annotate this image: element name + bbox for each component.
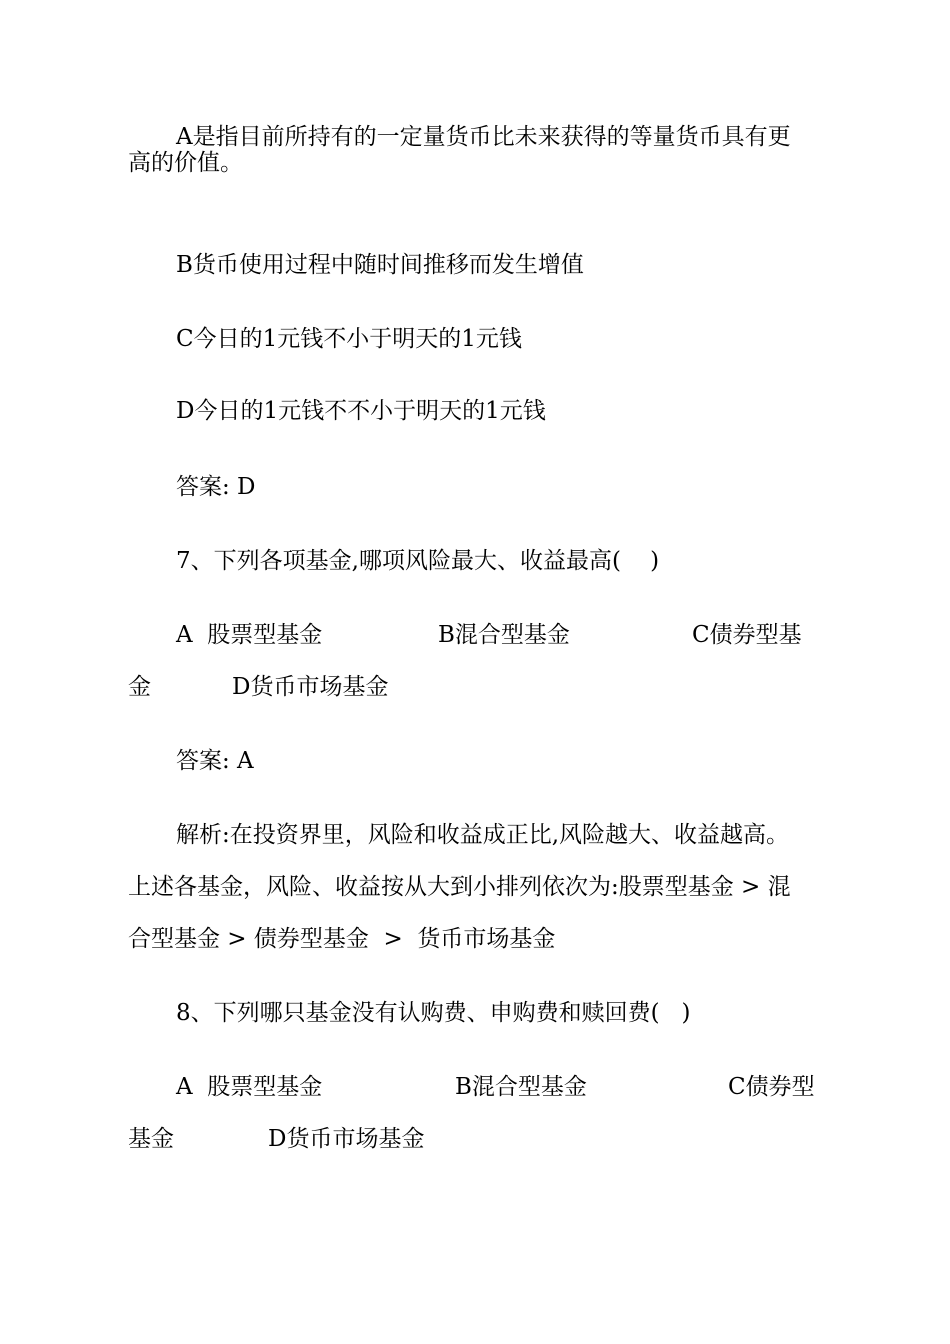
q6-option-a-line1: A是指目前所持有的一定量货币比未来获得的等量货币具有更 bbox=[176, 124, 791, 150]
q8-option-b: B混合型基金 bbox=[455, 1074, 587, 1100]
q6-answer: 答案: D bbox=[176, 474, 256, 500]
q6-option-c: C今日的1元钱不小于明天的1元钱 bbox=[176, 326, 522, 352]
q8-option-c-part2: 基金 bbox=[128, 1126, 174, 1152]
q7-answer: 答案: A bbox=[176, 748, 254, 774]
q8-option-c-part1: C债券型 bbox=[728, 1074, 815, 1100]
q7-question: 7、下列各项基金,哪项风险最大、收益最高( ) bbox=[176, 548, 660, 574]
q7-analysis-line1: 解析:在投资界里，风险和收益成正比,风险越大、收益越高。 bbox=[176, 822, 790, 848]
q8-option-d: D货币市场基金 bbox=[268, 1126, 425, 1152]
q6-option-d: D今日的1元钱不不小于明天的1元钱 bbox=[176, 398, 546, 424]
q7-option-c-part2: 金 bbox=[128, 674, 151, 700]
q7-analysis-line3: 合型基金 > 债券型基金 > 货币市场基金 bbox=[128, 926, 556, 952]
q8-option-a: A 股票型基金 bbox=[176, 1074, 323, 1100]
q8-question: 8、下列哪只基金没有认购费、申购费和赎回费( ) bbox=[176, 1000, 691, 1026]
q7-option-b: B混合型基金 bbox=[438, 622, 570, 648]
q7-option-a: A 股票型基金 bbox=[176, 622, 323, 648]
q7-option-c-part1: C债券型基 bbox=[692, 622, 802, 648]
q6-option-a-line2: 高的价值。 bbox=[128, 150, 243, 176]
q7-option-d: D货币市场基金 bbox=[232, 674, 389, 700]
q7-analysis-line2: 上述各基金，风险、收益按从大到小排列依次为:股票型基金 > 混 bbox=[128, 874, 791, 900]
q6-option-b: B货币使用过程中随时间推移而发生增值 bbox=[176, 252, 584, 278]
